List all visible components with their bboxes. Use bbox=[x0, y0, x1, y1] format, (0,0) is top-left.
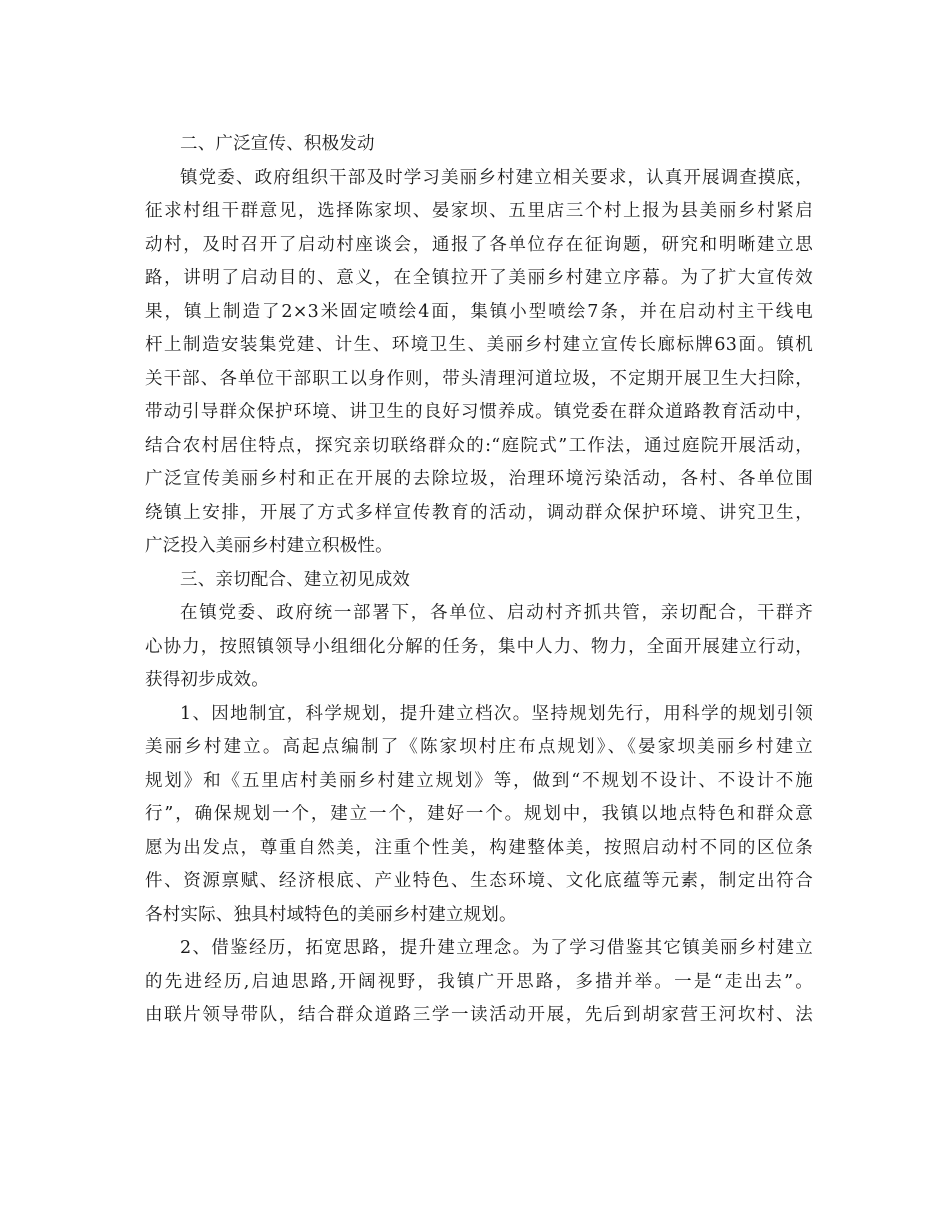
paragraph-line: 结合农村居住特点，探究亲切联络群众的:“庭院式”工作法，通过庭院开展活动， bbox=[145, 435, 813, 456]
paragraph-line: 由联片领导带队，结合群众道路三学一读活动开展，先后到胡家营王河坎村、法 bbox=[145, 1005, 813, 1025]
paragraph-line: 2、借鉴经历，拓宽思路，提升建立理念。为了学习借鉴其它镇美丽乡村建立 bbox=[180, 938, 813, 958]
heading-3: 三、亲切配合、建立初见成效 bbox=[180, 569, 411, 590]
paragraph-line: 带动引导群众保护环境、讲卫生的良好习惯养成。镇党委在群众道路教育活动中， bbox=[145, 402, 813, 422]
paragraph-line: 镇党委、政府组织干部及时学习美丽乡村建立相关要求，认真开展调查摸底， bbox=[180, 167, 813, 188]
paragraph-line: 1、因地制宜，科学规划，提升建立档次。坚持规划先行，用科学的规划引领 bbox=[180, 703, 813, 724]
paragraph-line: 获得初步成效。 bbox=[145, 670, 269, 690]
paragraph-line: 征求村组干群意见，选择陈家坝、晏家坝、五里店三个村上报为县美丽乡村紧启 bbox=[145, 201, 813, 221]
paragraph-line: 各村实际、独具村域特色的美丽乡村建立规划。 bbox=[145, 904, 517, 925]
paragraph-line: 广泛投入美丽乡村建立积极性。 bbox=[145, 536, 393, 556]
paragraph-line: 件、资源禀赋、经济根底、产业特色、生态环境、文化底蕴等元素，制定出符合 bbox=[145, 871, 813, 891]
paragraph-line: 动村，及时召开了启动村座谈会，通报了各单位存在征询题，研究和明晰建立思 bbox=[145, 234, 813, 255]
paragraph-line: 果，镇上制造了2×3米固定喷绘4面，集镇小型喷绘7条，并在启动村主干线电 bbox=[145, 301, 813, 322]
document-body bbox=[145, 128, 813, 1033]
paragraph-line: 心协力，按照镇领导小组细化分解的任务，集中人力、物力，全面开展建立行动， bbox=[145, 636, 813, 657]
paragraph-line: 美丽乡村建立。高起点编制了《陈家坝村庄布点规划》、《晏家坝美丽乡村建立 bbox=[145, 737, 813, 757]
paragraph-line: 的先进经历,启迪思路,开阔视野，我镇广开思路，多措并举。一是“走出去”。 bbox=[145, 971, 813, 992]
paragraph-line: 绕镇上安排，开展了方式多样宣传教育的活动，调动群众保护环境、讲究卫生， bbox=[145, 502, 813, 523]
paragraph-line: 广泛宣传美丽乡村和正在开展的去除垃圾，治理环境污染活动，各村、各单位围 bbox=[145, 469, 813, 489]
paragraph-line: 规划》和《五里店村美丽乡村建立规划》等，做到“不规划不设计、不设计不施 bbox=[145, 770, 813, 791]
paragraph-line: 关干部、各单位干部职工以身作则，带头清理河道垃圾，不定期开展卫生大扫除， bbox=[145, 368, 813, 389]
paragraph-line: 路，讲明了启动目的、意义，在全镇拉开了美丽乡村建立序幕。为了扩大宣传效 bbox=[145, 268, 813, 288]
paragraph-line: 在镇党委、政府统一部署下，各单位、启动村齐抓共管，亲切配合，干群齐 bbox=[180, 603, 813, 623]
paragraph-line: 行”，确保规划一个，建立一个，建好一个。规划中，我镇以地点特色和群众意 bbox=[145, 804, 813, 824]
paragraph-line: 愿为出发点，尊重自然美，注重个性美，构建整体美，按照启动村不同的区位条 bbox=[145, 837, 813, 858]
paragraph-line: 杆上制造安装集党建、计生、环境卫生、美丽乡村建立宣传长廊标牌63面。镇机 bbox=[145, 335, 813, 355]
heading-2: 二、广泛宣传、积极发动 bbox=[180, 134, 375, 154]
